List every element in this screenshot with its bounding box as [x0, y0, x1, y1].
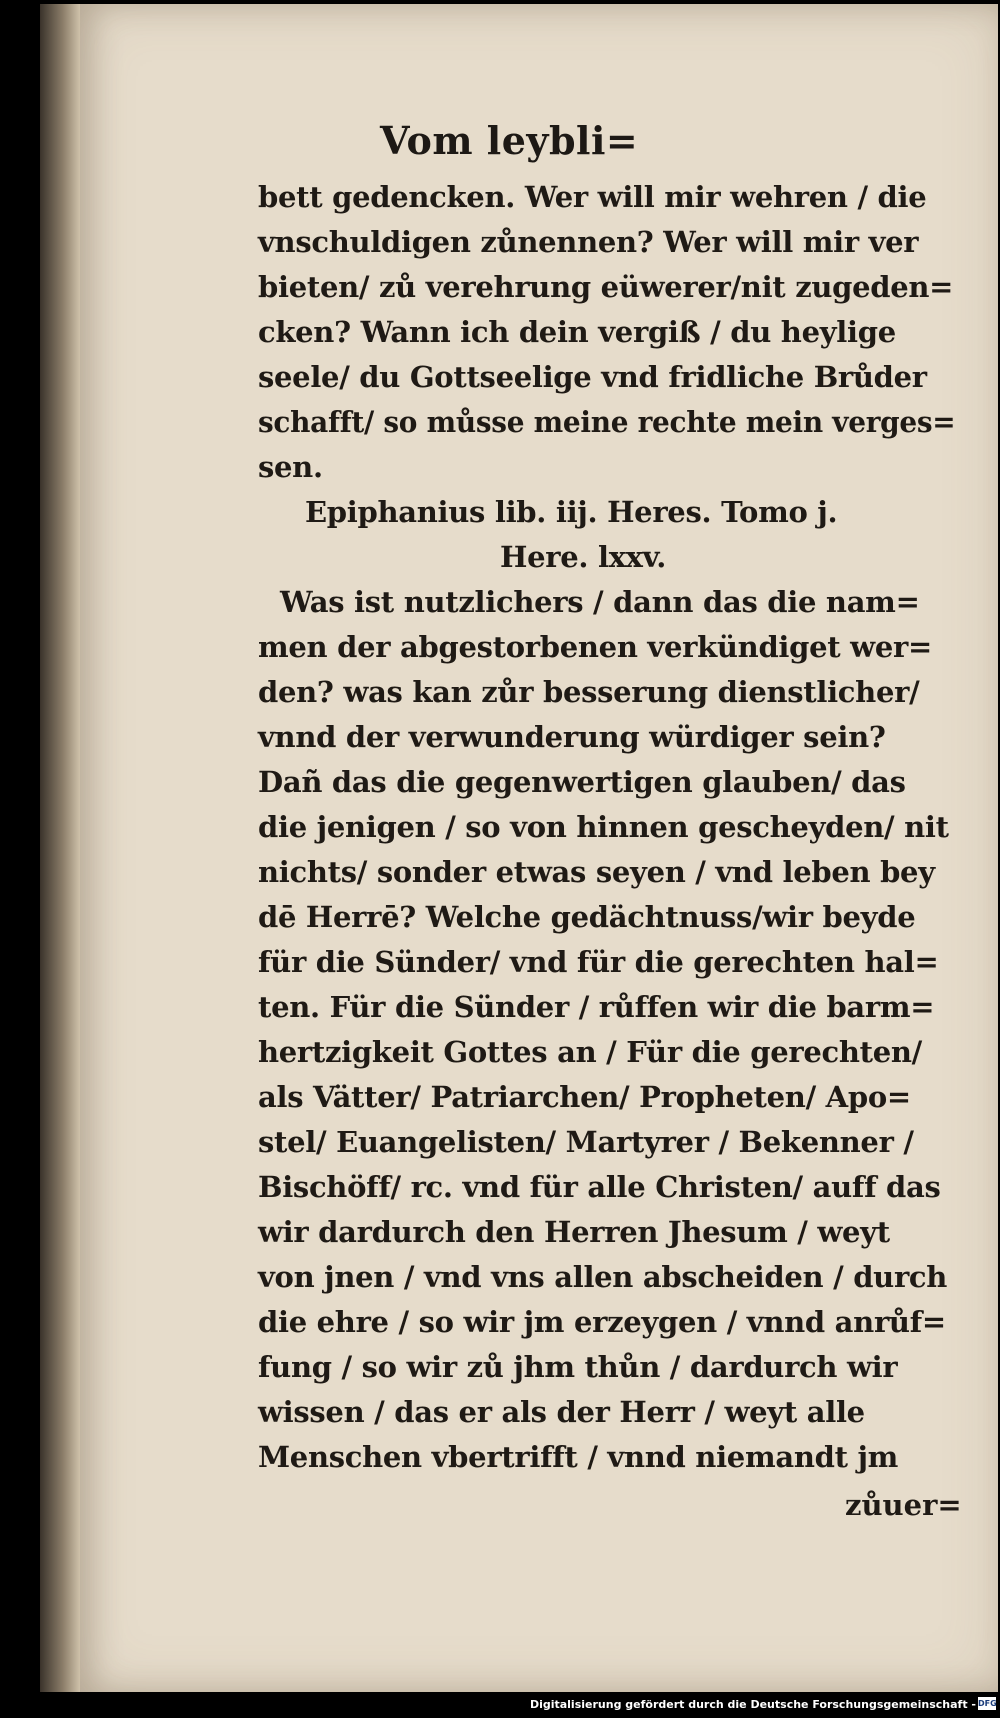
text-line: ten. Für die Sünder / růffen wir die barm= [258, 990, 935, 1024]
text-line: bieten/ zů verehrung eüwerer/nit zugeden= [258, 270, 954, 304]
text-line: die jenigen / so von hinnen gescheyden/ nit [258, 810, 949, 844]
text-line: als Vätter/ Patriarchen/ Propheten/ Apo= [258, 1080, 911, 1114]
text-line: Menschen vbertrifft / vnnd niemandt jm [258, 1440, 899, 1474]
text-line: bett gedencken. Wer will mir wehren / die [258, 180, 927, 214]
text-line: Bischöff/ rc. vnd für alle Christen/ auff das [258, 1170, 941, 1204]
heading-line: Epiphanius lib. iij. Heres. Tomo j. [305, 495, 838, 529]
heading-line: Here. lxxv. [500, 540, 667, 574]
text-line: hertzigkeit Gottes an / Für die gerechten/ [258, 1035, 922, 1069]
dfg-logo-icon: DFG [978, 1699, 997, 1708]
text-line: vnnd der verwunderung würdiger sein? [258, 720, 886, 754]
text-line: nichts/ sonder etwas seyen / vnd leben bey [258, 855, 935, 889]
text-line: wissen / das er als der Herr / weyt alle [258, 1395, 865, 1429]
catchword: zůuer= [845, 1488, 962, 1522]
text-line: wir dardurch den Herren Jhesum / weyt [258, 1215, 890, 1249]
funding-credit: Digitalisierung gefördert durch die Deutsche Forschungsgemeinschaft - [529, 1698, 976, 1711]
text-line: den? was kan zůr besserung dienstlicher/ [258, 675, 920, 709]
text-line: cken? Wann ich dein vergiß / du heylige [258, 315, 896, 349]
text-line: Dañ das die gegenwertigen glauben/ das [258, 765, 906, 799]
text-line: stel/ Euangelisten/ Martyrer / Bekenner / [258, 1125, 914, 1159]
text-line: Was ist nutzlichers / dann das die nam= [280, 585, 920, 619]
text-line: von jnen / vnd vns allen abscheiden / durch [258, 1260, 948, 1294]
text-line: vnschuldigen zůnennen? Wer will mir ver [258, 225, 919, 259]
footer-bar [0, 1692, 1000, 1718]
text-line: fung / so wir zů jhm thůn / dardurch wir [258, 1350, 898, 1384]
text-line: schafft/ so můsse meine rechte mein verges= [258, 405, 956, 439]
running-head: Vom leybli= [380, 118, 639, 163]
text-line: dē Herrē? Welche gedächtnuss/wir beyde [258, 900, 916, 934]
text-line: seele/ du Gottseelige vnd fridliche Brůder [258, 360, 927, 394]
text-line: für die Sünder/ vnd für die gerechten hal= [258, 945, 939, 979]
text-line: men der abgestorbenen verkündiget wer= [258, 630, 932, 664]
text-line: die ehre / so wir jm erzeygen / vnnd anrůf= [258, 1305, 946, 1339]
text-line: sen. [258, 450, 323, 484]
